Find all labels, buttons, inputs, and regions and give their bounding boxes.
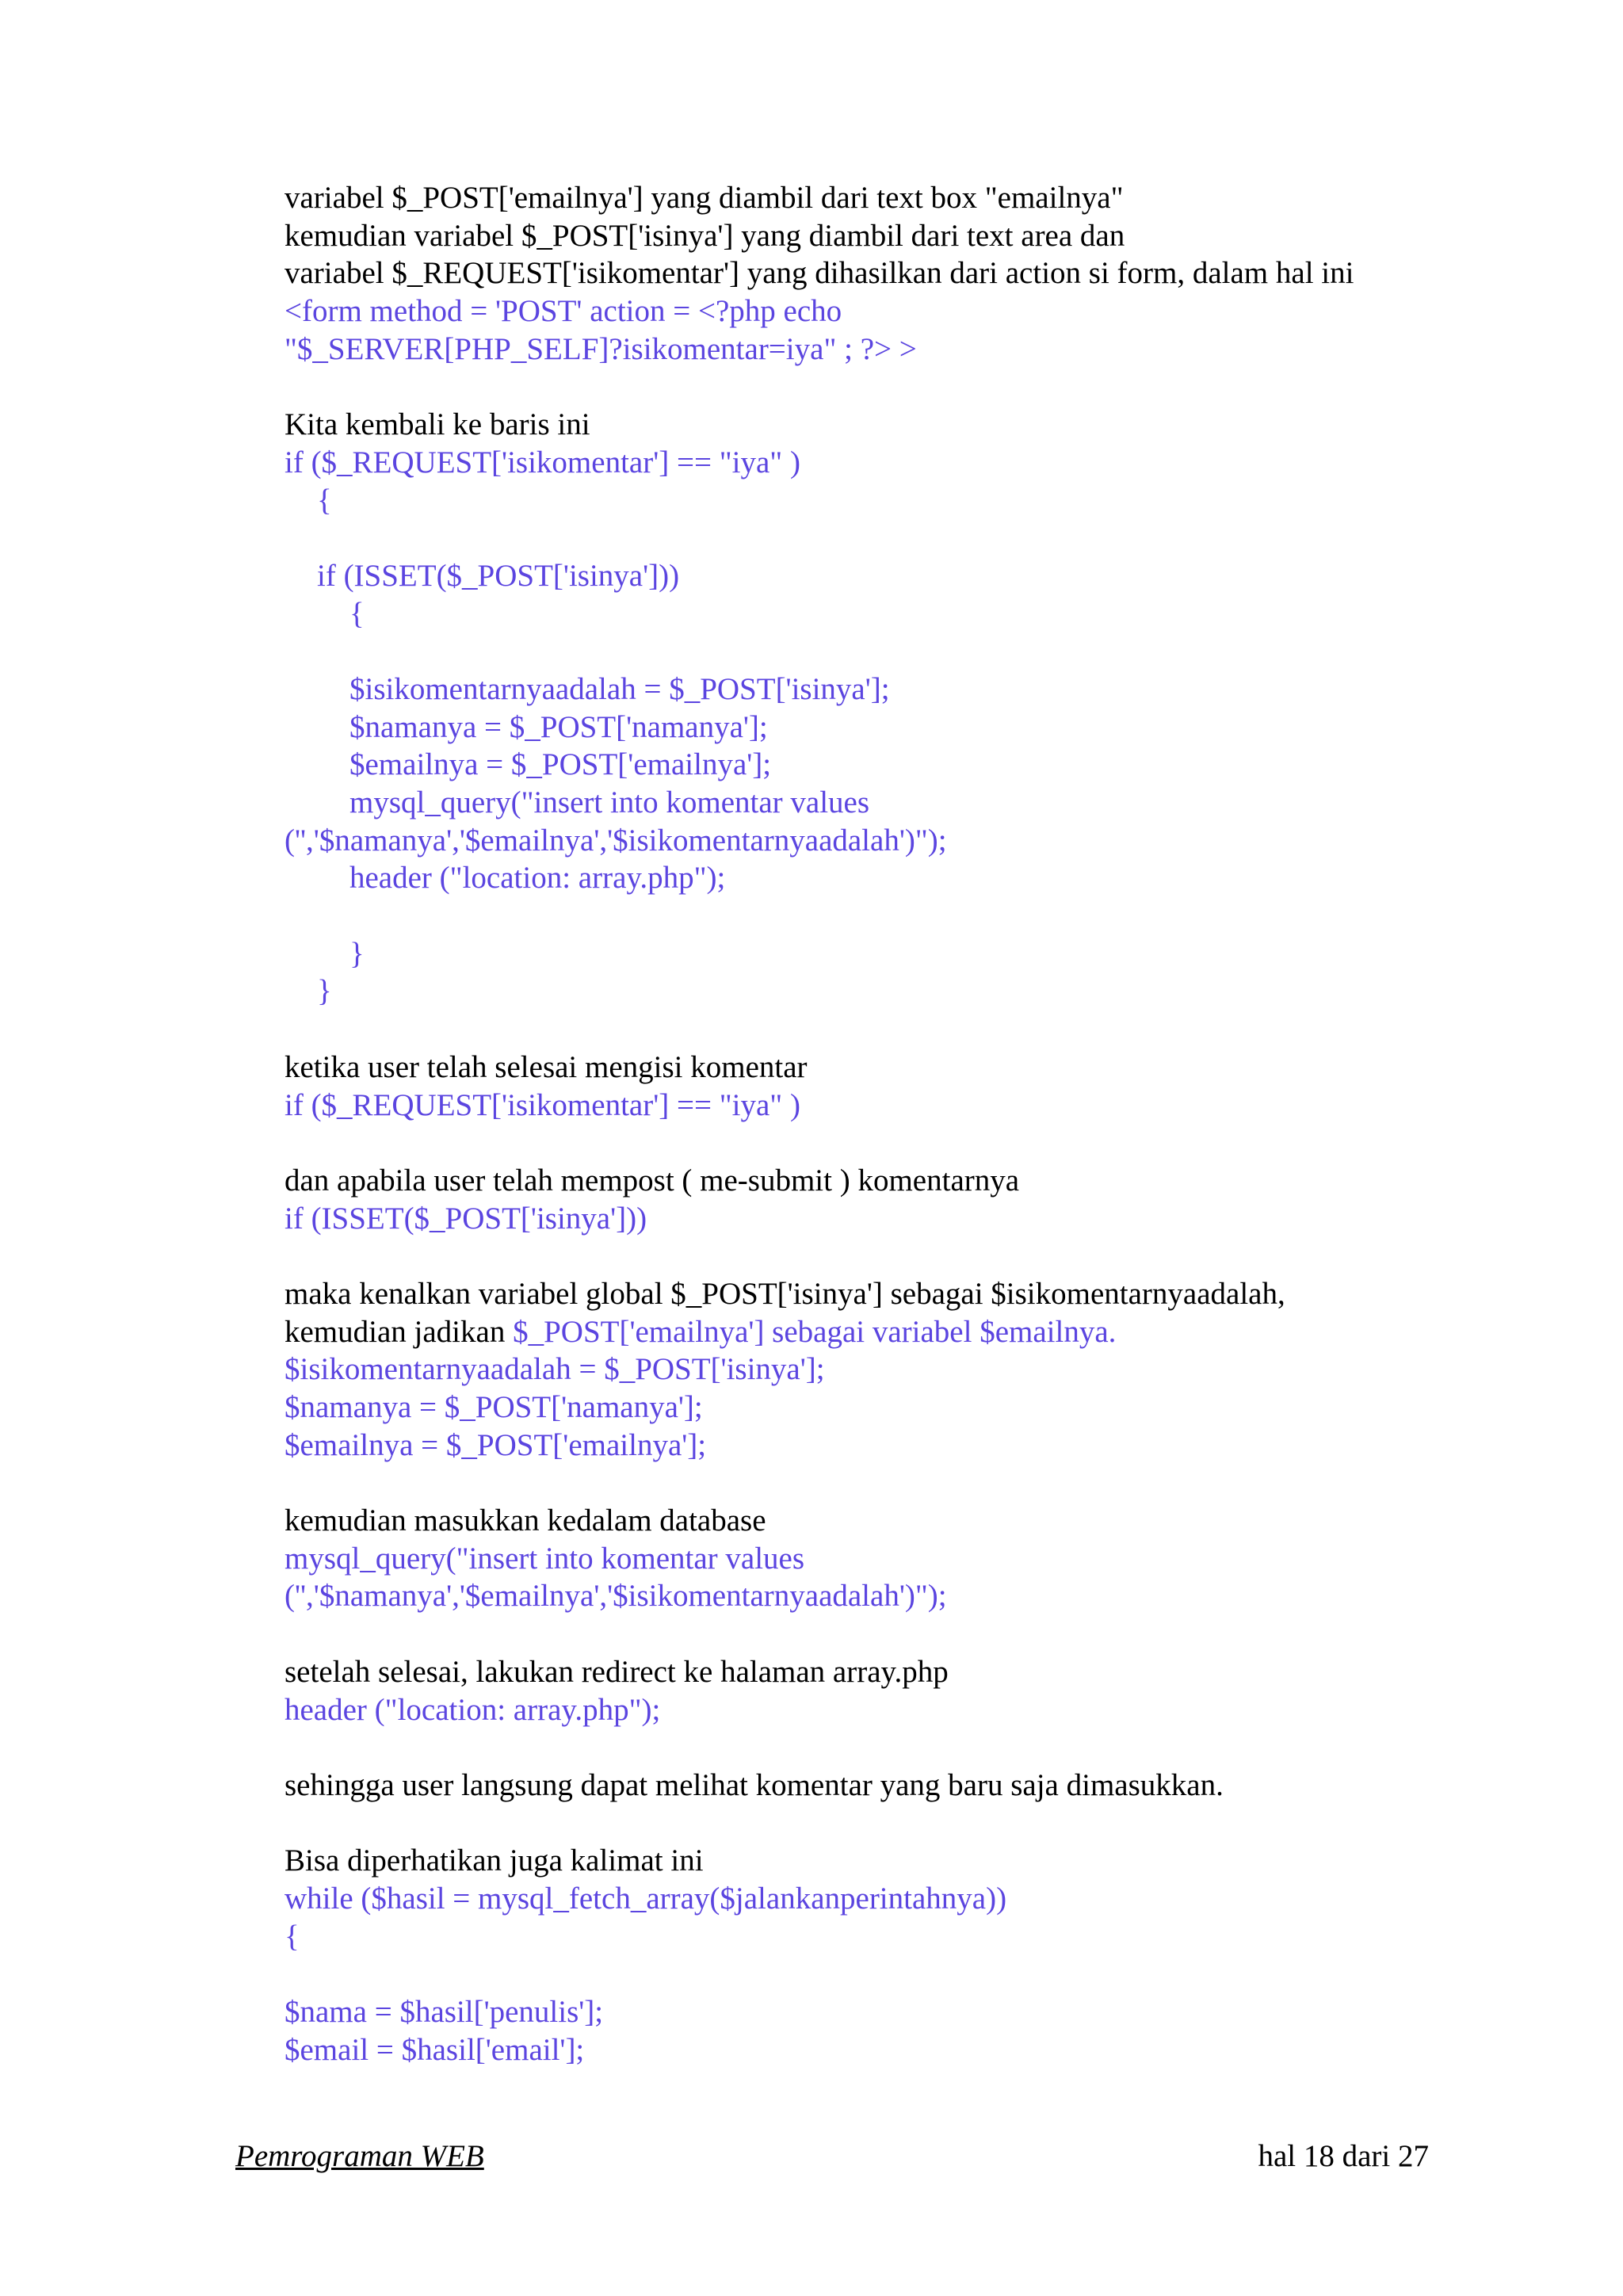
code-line: ('','$namanya','$emailnya','$isikomentarnyaadalah')");	[285, 823, 947, 858]
text-line: ketika user telah selesai mengisi komentar	[285, 1049, 808, 1084]
code-line: }	[349, 936, 365, 971]
code-line: {	[349, 596, 365, 631]
blank-line	[285, 897, 1473, 935]
blank-line	[285, 632, 1473, 670]
blank-line	[285, 519, 1473, 557]
blank-line	[285, 1124, 1473, 1162]
text-line: kemudian variabel $_POST['isinya'] yang diambil dari text area dan	[285, 218, 1125, 253]
code-line: header ("location: array.php");	[285, 1692, 661, 1727]
blank-line	[285, 368, 1473, 406]
code-line: "$_SERVER[PHP_SELF]?isikomentar=iya" ; ?> >	[285, 331, 917, 366]
code-line: {	[317, 483, 332, 518]
code-line: mysql_query("insert into komentar values	[349, 785, 870, 819]
blank-line	[285, 1955, 1473, 1993]
code-line: header ("location: array.php");	[349, 861, 726, 896]
code-line: if (ISSET($_POST['isinya']))	[285, 1201, 647, 1236]
code-line: }	[317, 974, 332, 1009]
code-line: if ($_REQUEST['isikomentar'] == "iya" )	[285, 445, 800, 479]
text-line: Bisa diperhatikan juga kalimat ini	[285, 1843, 704, 1878]
blank-line	[285, 1464, 1473, 1502]
code-line: $namanya = $_POST['namanya'];	[349, 709, 768, 744]
document-body	[285, 179, 1473, 2069]
text-line: kemudian masukkan kedalam database	[285, 1503, 766, 1538]
text-line: dan apabila user telah mempost ( me-submit ) komentarnya	[285, 1163, 1020, 1198]
blank-line	[285, 1237, 1473, 1275]
text-line: setelah selesai, lakukan redirect ke halaman array.php	[285, 1654, 949, 1689]
code-line: <form method = 'POST' action = <?php echo	[285, 294, 842, 329]
text-line: Kita kembali ke baris ini	[285, 407, 590, 442]
code-line: $namanya = $_POST['namanya'];	[285, 1390, 703, 1424]
blank-line	[285, 1615, 1473, 1653]
code-line: mysql_query("insert into komentar values	[285, 1541, 805, 1576]
code-line: {	[285, 1919, 300, 1954]
text-line: variabel $_REQUEST['isikomentar'] yang dihasilkan dari action si form, dalam hal ini	[285, 256, 1354, 291]
code-line: $isikomentarnyaadalah = $_POST['isinya'];	[285, 1352, 825, 1387]
blank-line	[285, 1010, 1473, 1049]
footer-title: Pemrograman WEB	[235, 2139, 484, 2173]
code-line: if ($_REQUEST['isikomentar'] == "iya" )	[285, 1087, 800, 1122]
blank-line	[285, 1805, 1473, 1843]
code-line: if (ISSET($_POST['isinya']))	[317, 558, 680, 593]
code-line: $emailnya = $_POST['emailnya'];	[349, 747, 772, 782]
mixed-line	[285, 1313, 1473, 1351]
code-line: $email = $hasil['email'];	[285, 2032, 585, 2067]
code-line: $isikomentarnyaadalah = $_POST['isinya'];	[349, 671, 890, 706]
blank-line	[285, 1729, 1473, 1767]
code-line: $emailnya = $_POST['emailnya'];	[285, 1427, 707, 1462]
code-span: $_POST['emailnya'] sebagai variabel $emailnya.	[513, 1314, 1117, 1349]
code-line: while ($hasil = mysql_fetch_array($jalankanperintahnya))	[285, 1881, 1007, 1916]
text-line: maka kenalkan variabel global $_POST['isinya'] sebagai $isikomentarnyaadalah,	[285, 1276, 1285, 1311]
text-span: kemudian jadikan	[285, 1314, 514, 1349]
page-number: hal 18 dari 27	[1258, 2139, 1429, 2173]
text-line: variabel $_POST['emailnya'] yang diambil dari text box "emailnya"	[285, 181, 1124, 215]
text-line: sehingga user langsung dapat melihat komentar yang baru saja dimasukkan.	[285, 1767, 1224, 1802]
code-line: ('','$namanya','$emailnya','$isikomentarnyaadalah')");	[285, 1579, 947, 1614]
code-line: $nama = $hasil['penulis'];	[285, 1995, 604, 2029]
